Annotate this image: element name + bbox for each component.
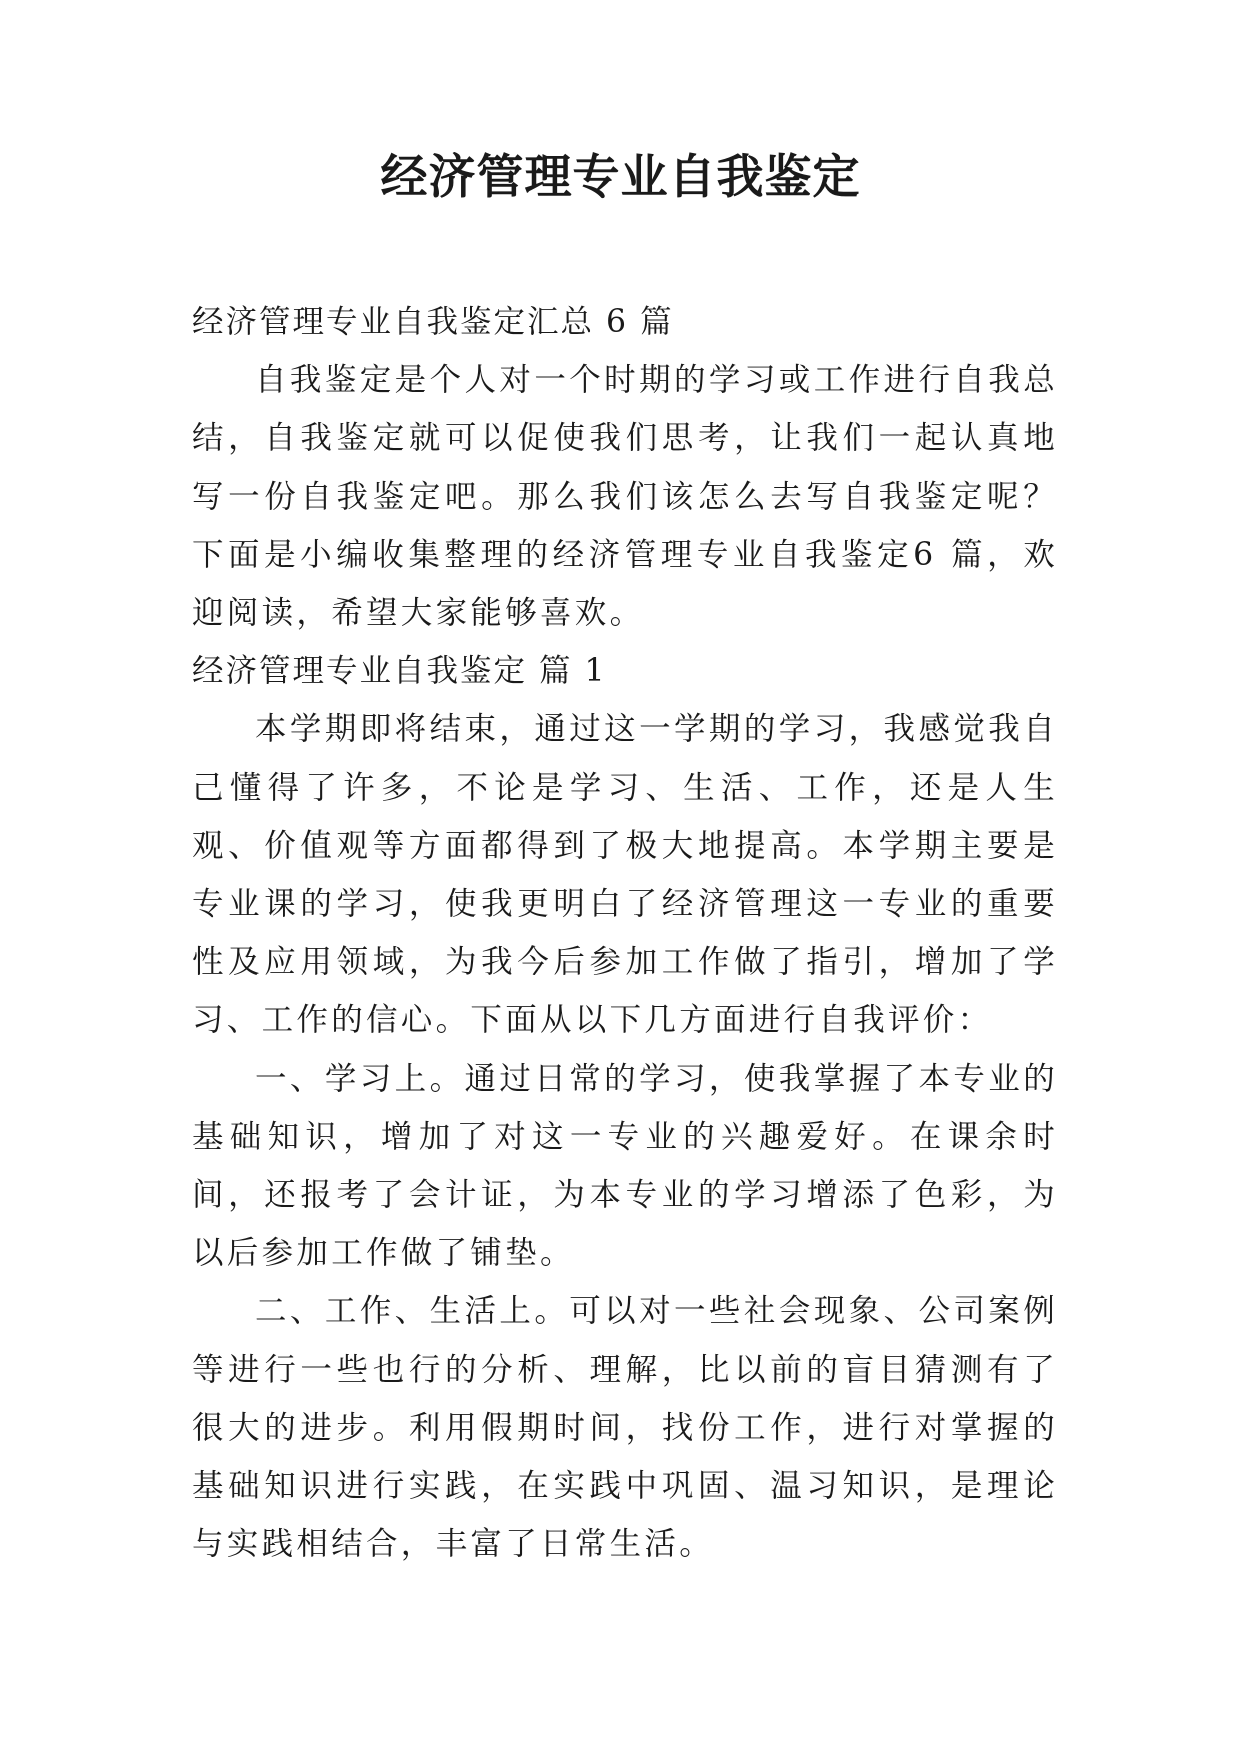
document-title: 经济管理专业自我鉴定 [380,150,861,205]
body-paragraph-study: 一、学习上。通过日常的学习，使我掌握了本专业的基础知识，增加了对这一专业的兴趣爱好。在课余时间，还报考了会计证，为本专业的学习增添了色彩，为以后参加工作做了铺垫。 [192,1060,1058,1272]
document-body [192,293,1058,1573]
body-paragraph-work-life: 二、工作、生活上。可以对一些社会现象、公司案例等进行一些也行的分析、理解，比以前的盲目猜测有了很大的进步。利用假期时间，找份工作，进行对掌握的基础知识进行实践，在实践中巩固、温习知识，是理论与实践相结合，丰富了日常生活。 [192,1293,1058,1563]
document-subtitle: 经济管理专业自我鉴定汇总 6 篇 [192,304,674,340]
intro-paragraph: 自我鉴定是个人对一个时期的学习或工作进行自我总结，自我鉴定就可以促使我们思考，让我们一起认真地写一份自我鉴定吧。那么我们该怎么去写自我鉴定呢？下面是小编收集整理的经济管理专业自我鉴定6 篇，欢迎阅读，希望大家能够喜欢。 [192,362,1058,632]
body-paragraph: 本学期即将结束，通过这一学期的学习，我感觉我自己懂得了许多，不论是学习、生活、工作，还是人生观、价值观等方面都得到了极大地提高。本学期主要是专业课的学习，使我更明白了经济管理这一专业的重要性及应用领域，为我今后参加工作做了指引，增加了学习、工作的信心。下面从以下几方面进行自我评价： [192,711,1058,1039]
section-heading: 经济管理专业自我鉴定 篇 1 [192,653,607,690]
